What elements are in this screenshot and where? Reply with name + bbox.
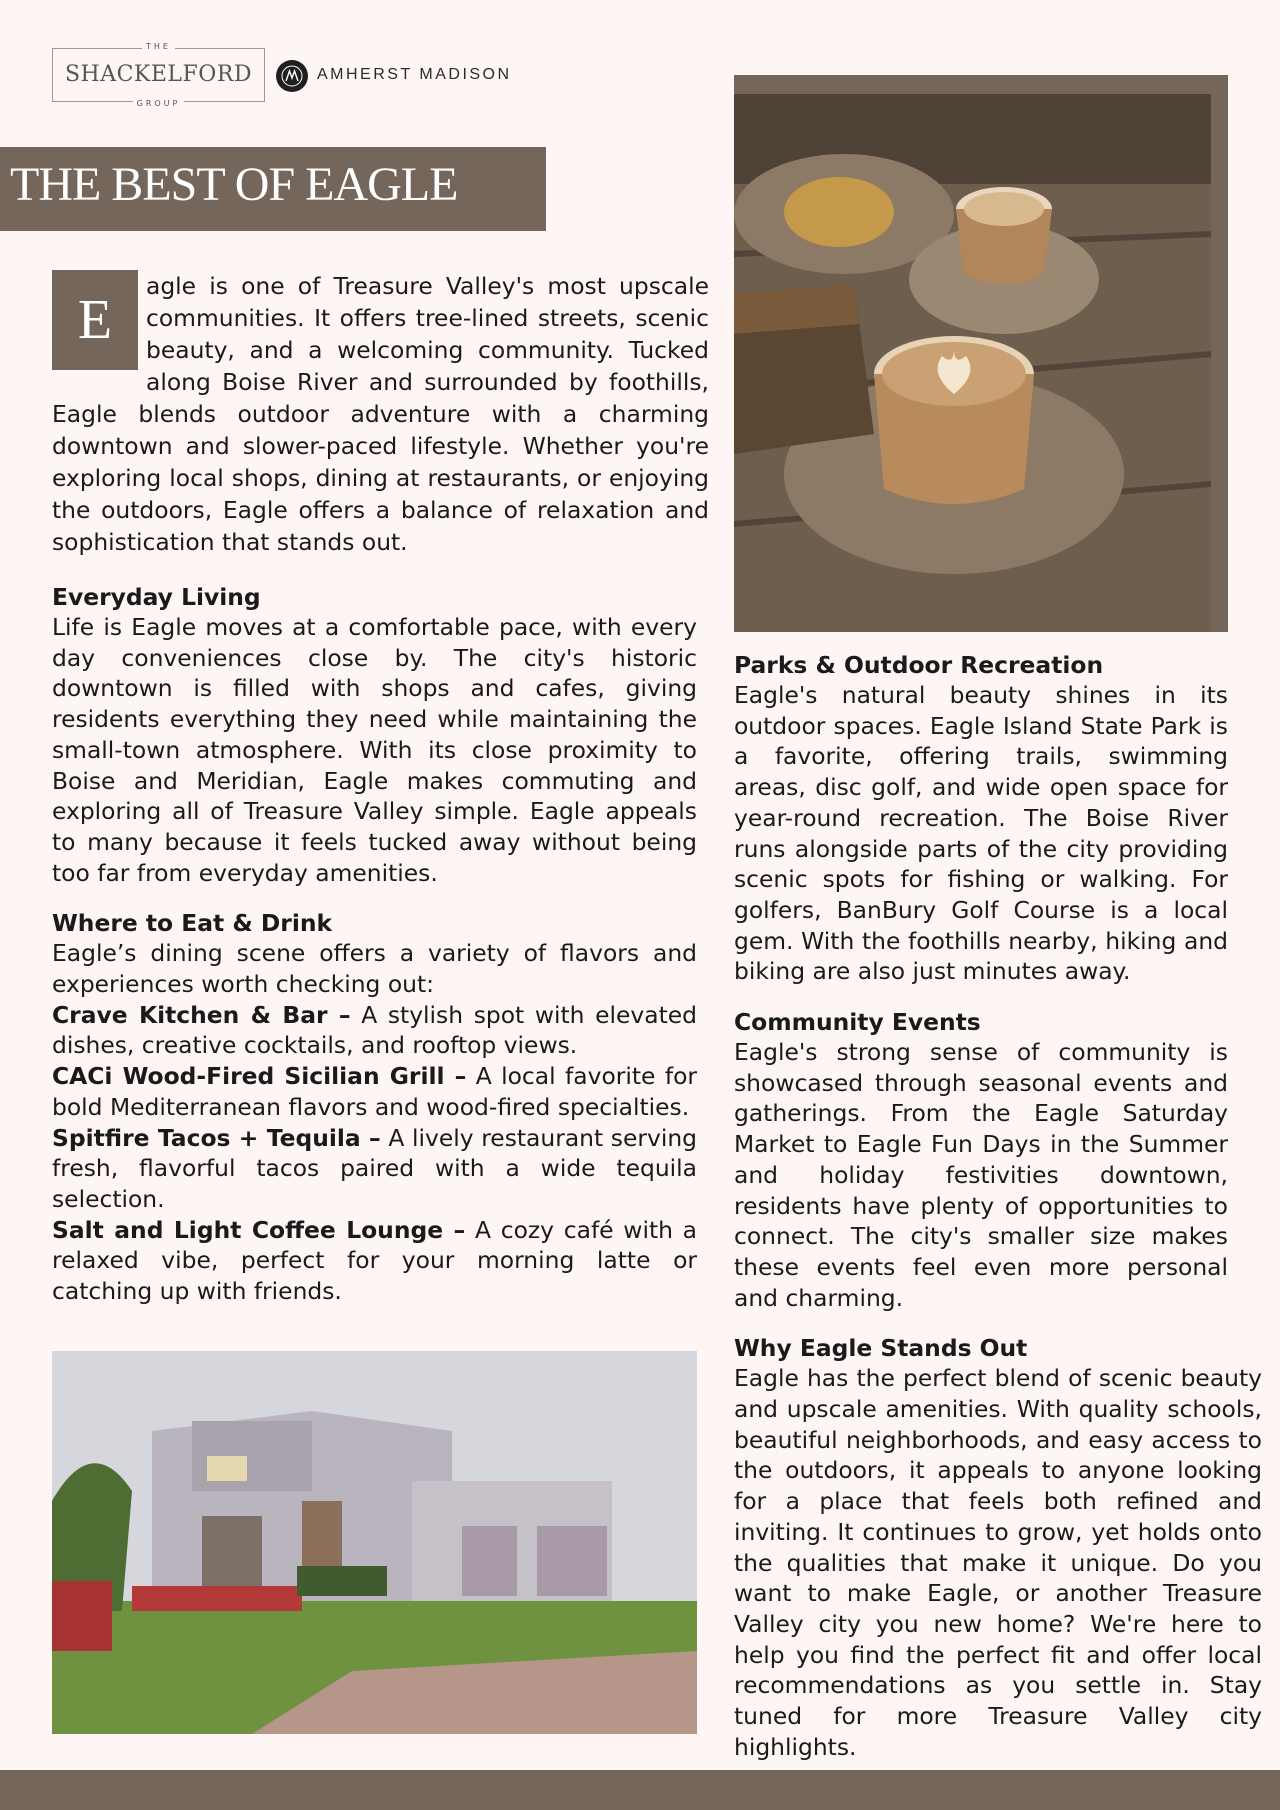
left-column [52, 270, 709, 1307]
restaurant-desc: A cozy café with a relaxed vibe, perfect for your morning latte or catching up with friends. [52, 1215, 698, 1306]
logo-group: GROUP [53, 99, 264, 108]
restaurant-item [52, 1000, 697, 1061]
page-title: THE BEST OF EAGLE [10, 158, 458, 211]
restaurant-item [52, 1061, 697, 1122]
why-heading: Why Eagle Stands Out [734, 1334, 1028, 1363]
house-photo [52, 1351, 697, 1734]
right-column [734, 650, 1262, 1763]
footer-band [0, 1770, 1280, 1810]
logo-shackelford-name: SHACKELFORD [64, 62, 253, 87]
intro [52, 270, 709, 558]
coffee-photo [734, 94, 1211, 632]
logo-the: THE [53, 42, 264, 51]
restaurant-name: Crave Kitchen & Bar – [52, 1000, 351, 1029]
events-heading: Community Events [734, 1008, 981, 1037]
parks-heading: Parks & Outdoor Recreation [734, 651, 1104, 679]
section-events [734, 1007, 1228, 1313]
eat-heading: Where to Eat & Drink [52, 909, 333, 938]
section-everyday [52, 582, 709, 888]
title-banner [0, 147, 546, 231]
everyday-heading: Everyday Living [52, 583, 261, 611]
amherst-logo-text: AMHERST MADISON [317, 66, 512, 83]
restaurant-desc: A lively restaurant serving fresh, flavorful tacos paired with a wide tequila selection. [52, 1123, 698, 1213]
intro-text: agle is one of Treasure Valley's most upscale communities. It offers tree-lined streets, scenic beauty, and a welcoming community. Tucked along Boise River and surrounded by foothills, Eagle blends outdoor adventure with a charming downtown and slower-paced lifestyle. Whether you're exploring local shops, dining at restaurants, or enjoying the outdoors, Eagle offers a balance of relaxation and sophistication that stands out. [52, 272, 709, 556]
parks-body: Eagle's natural beauty shines in its outdoor spaces. Eagle Island State Park is a favorite, offering trails, swimming areas, disc golf, and wide open space for year-round recreation. The Boise River runs alongside parts of the city providing scenic spots for fishing or walking. For golfers, BanBury Golf Course is a local gem. With the foothills nearby, hiking and biking are also just minutes away. [734, 681, 1228, 986]
restaurant-item [52, 1215, 697, 1307]
coffee-photo-frame [734, 75, 1228, 632]
amherst-logo-icon [276, 60, 308, 92]
dropcap: E [52, 270, 138, 370]
restaurant-item [52, 1123, 697, 1215]
restaurant-name: Salt and Light Coffee Lounge – [52, 1215, 466, 1244]
restaurant-name: Spitfire Tacos + Tequila – [52, 1123, 381, 1152]
events-body: Eagle's strong sense of community is showcased through seasonal events and gatherings. From the Eagle Saturday Market to Eagle Fun Days in the Summer and holiday festivities downtown, residents have plenty of opportunities to connect. The city's smaller size makes these events feel even more personal and charming. [734, 1038, 1228, 1312]
restaurant-name: CACi Wood-Fired Sicilian Grill – [52, 1062, 467, 1091]
restaurant-desc: A local favorite for bold Mediterranean flavors and wood-fired specialties. [52, 1062, 697, 1121]
shackelford-logo [52, 42, 265, 108]
section-parks [734, 650, 1228, 987]
everyday-body: Life is Eagle moves at a comfortable pace, with every day conveniences close by. The city's historic downtown is filled with shops and cafes, giving residents everything they need while maintaining the small-town atmosphere. With its close proximity to Boise and Meridian, Eagle makes commuting and exploring all of Treasure Valley simple. Eagle appeals to many because it feels tucked away without being too far from everyday amenities. [52, 613, 697, 887]
restaurant-desc: A stylish spot with elevated dishes, creative cocktails, and rooftop views. [52, 1000, 697, 1060]
section-eat [52, 908, 709, 1306]
section-why [734, 1333, 1262, 1762]
eat-intro: Eagle’s dining scene offers a variety of flavors and experiences worth checking out: [52, 939, 697, 999]
why-body: Eagle has the perfect blend of scenic beauty and upscale amenities. With quality schools, beautiful neighborhoods, and easy access to the outdoors, it appeals to anyone looking for a place that feels both refined and inviting. It continues to grow, yet holds onto the qualities that make it unique. Do you want to make Eagle, or another Treasure Valley city you new home? We're here to help you find the perfect fit and offer local recommendations as you settle in. Stay tuned for more Treasure Valley city highlights. [734, 1364, 1262, 1761]
